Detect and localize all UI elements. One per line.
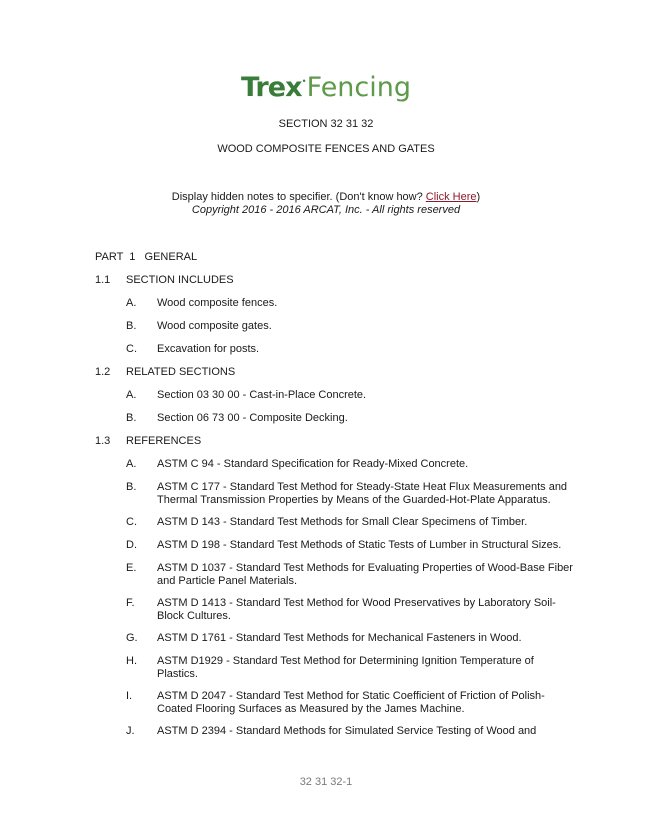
item-text: ASTM C 177 - Standard Test Method for Steady-State Heat Flux Measurements and Thermal Transmission Properties by Means of the Guarded-Hot-Plate Apparatus. — [157, 481, 568, 506]
part-label: PART 1 GENERAL — [95, 251, 198, 263]
item-text: Wood composite gates. — [157, 320, 272, 332]
item-letter: C. — [126, 516, 137, 528]
item-letter: B. — [126, 412, 137, 424]
item-text: ASTM D 198 - Standard Test Methods of Static Tests of Lumber in Structural Sizes. — [157, 539, 562, 551]
article-number: 1.2 — [95, 366, 111, 378]
item-letter: B. — [126, 481, 137, 493]
item-text: ASTM D 2047 - Standard Test Method for Static Coefficient of Friction of Polish-Coated Flooring Surfaces as Measured by the James Machine. — [157, 690, 545, 715]
item-text: Excavation for posts. — [157, 343, 260, 355]
item-letter: D. — [126, 539, 137, 551]
item-text: ASTM D 1761 - Standard Test Methods for Mechanical Fasteners in Wood. — [157, 632, 522, 644]
section-number: SECTION 32 31 32 — [278, 118, 374, 130]
trex-fencing-logo — [0, 72, 652, 103]
item-letter: A. — [126, 297, 137, 309]
logo-dot: • — [302, 76, 306, 86]
article-title: SECTION INCLUDES — [126, 274, 234, 286]
item-text: ASTM D 2394 - Standard Methods for Simulated Service Testing of Wood and — [157, 725, 537, 737]
item-text: ASTM D 1037 - Standard Test Methods for Evaluating Properties of Wood-Base Fiber and Particle Panel Materials. — [157, 562, 573, 587]
logo-trex-wordmark: Trex — [240, 72, 302, 103]
item-text: ASTM D 143 - Standard Test Methods for Small Clear Specimens of Timber. — [157, 516, 528, 528]
hidden-notes-text: Display hidden notes to specifier. (Don't know how? — [171, 191, 426, 203]
hidden-notes-line — [0, 191, 652, 203]
click-here-link[interactable]: Click Here — [425, 191, 477, 203]
item-letter: C. — [126, 343, 137, 355]
hidden-notes-close: ) — [476, 191, 481, 203]
article-title: REFERENCES — [126, 435, 202, 447]
item-letter: A. — [126, 389, 137, 401]
page-number: 32 31 32-1 — [299, 776, 353, 788]
copyright-notice: Copyright 2016 - 2016 ARCAT, Inc. - All rights reserved — [191, 204, 461, 216]
item-letter: E. — [126, 562, 137, 574]
item-letter: F. — [126, 597, 135, 609]
article-title: RELATED SECTIONS — [126, 366, 236, 378]
item-letter: A. — [126, 458, 137, 470]
item-text: ASTM D 1413 - Standard Test Method for Wood Preservatives by Laboratory Soil-Block Cultures. — [157, 597, 556, 622]
item-letter: B. — [126, 320, 137, 332]
item-letter: G. — [126, 632, 138, 644]
section-title: WOOD COMPOSITE FENCES AND GATES — [217, 143, 435, 155]
item-text: ASTM D1929 - Standard Test Method for Determining Ignition Temperature of Plastics. — [157, 655, 534, 680]
part-heading — [95, 251, 197, 263]
item-letter: J. — [126, 725, 135, 737]
item-letter: H. — [126, 655, 137, 667]
article-number: 1.1 — [95, 274, 111, 286]
article-number: 1.3 — [95, 435, 111, 447]
item-text: Wood composite fences. — [157, 297, 278, 309]
item-text: ASTM C 94 - Standard Specification for Ready-Mixed Concrete. — [157, 458, 469, 470]
item-text: Section 03 30 00 - Cast-in-Place Concrete. — [157, 389, 367, 401]
item-text: Section 06 73 00 - Composite Decking. — [157, 412, 348, 424]
logo-fencing-wordmark: Fencing — [306, 72, 412, 103]
item-letter: I. — [126, 690, 133, 702]
